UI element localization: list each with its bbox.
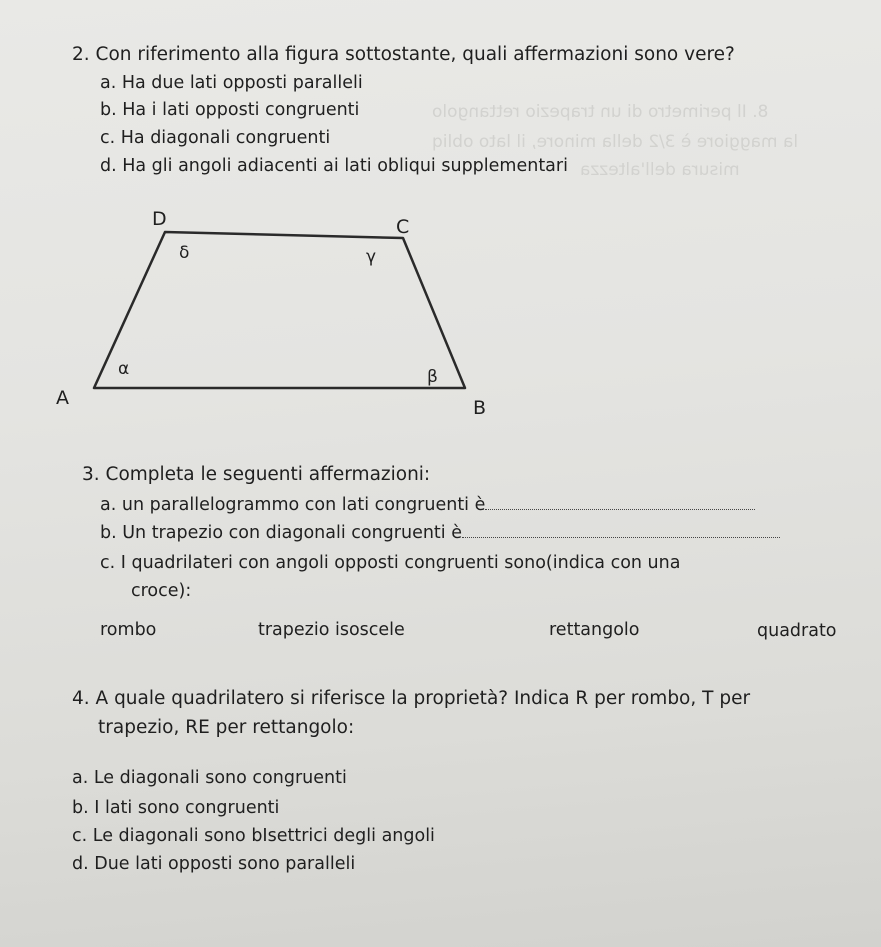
q3-item-a bbox=[100, 493, 755, 515]
q2-option-d: d. Ha gli angoli adiacenti ai lati obliqui supplementari bbox=[100, 156, 568, 176]
q4-title-line2: trapezio, RE per rettangolo: bbox=[98, 717, 355, 738]
vertex-label-a: A bbox=[56, 387, 69, 409]
q3-choice-trapezio-isoscele[interactable]: trapezio isoscele bbox=[258, 620, 405, 640]
q3-item-a-text: a. un parallelogrammo con lati congruenti è bbox=[100, 494, 486, 515]
q3-title: 3. Completa le seguenti affermazioni: bbox=[82, 464, 431, 485]
q2-option-b: b. Ha i lati opposti congruenti bbox=[100, 100, 360, 120]
q3-choice-rettangolo[interactable]: rettangolo bbox=[549, 620, 640, 640]
q2-option-a: a. Ha due lati opposti paralleli bbox=[100, 73, 363, 93]
q4-item-b: b. I lati sono congruenti bbox=[72, 798, 280, 818]
bleed-through-text: misura dell'altezza bbox=[580, 160, 740, 180]
vertex-label-c: C bbox=[396, 216, 410, 238]
q3-choice-rombo[interactable]: rombo bbox=[100, 620, 157, 640]
bleed-through-text: la maggiore è 3/2 della minore, il lato obliq bbox=[432, 132, 799, 152]
q4-title-line1: 4. A quale quadrilatero si riferisce la proprietà? Indica R per rombo, T per bbox=[72, 688, 751, 709]
q4-item-d: d. Due lati opposti sono paralleli bbox=[72, 854, 356, 874]
q3-answer-blank-b[interactable] bbox=[462, 521, 780, 538]
q3-answer-blank-a[interactable] bbox=[485, 493, 755, 510]
angle-label-alpha: α bbox=[118, 359, 130, 379]
vertex-label-d: D bbox=[152, 208, 167, 230]
vertex-label-b: B bbox=[473, 397, 487, 419]
q4-item-a: a. Le diagonali sono congruenti bbox=[72, 768, 347, 788]
q3-item-c-line2: croce): bbox=[131, 581, 192, 601]
q3-item-b-text: b. Un trapezio con diagonali congruenti è bbox=[100, 522, 462, 543]
q2-title: 2. Con riferimento alla figura sottostante, quali affermazioni sono vere? bbox=[72, 44, 735, 65]
angle-label-gamma: γ bbox=[366, 247, 377, 267]
q2-option-c: c. Ha diagonali congruenti bbox=[100, 128, 331, 148]
q3-item-b bbox=[100, 521, 780, 543]
angle-label-beta: β bbox=[427, 367, 438, 387]
trapezoid-shape bbox=[94, 232, 465, 388]
q4-item-c: c. Le diagonali sono bIsettrici degli angoli bbox=[72, 826, 435, 846]
q3-item-c-line1: c. I quadrilateri con angoli opposti congruenti sono(indica con una bbox=[100, 553, 681, 573]
angle-label-delta: δ bbox=[179, 243, 190, 263]
q3-choice-quadrato[interactable]: quadrato bbox=[757, 621, 837, 641]
bleed-through-text: 8. Il perimetro di un trapezio rettangolo bbox=[432, 102, 769, 122]
